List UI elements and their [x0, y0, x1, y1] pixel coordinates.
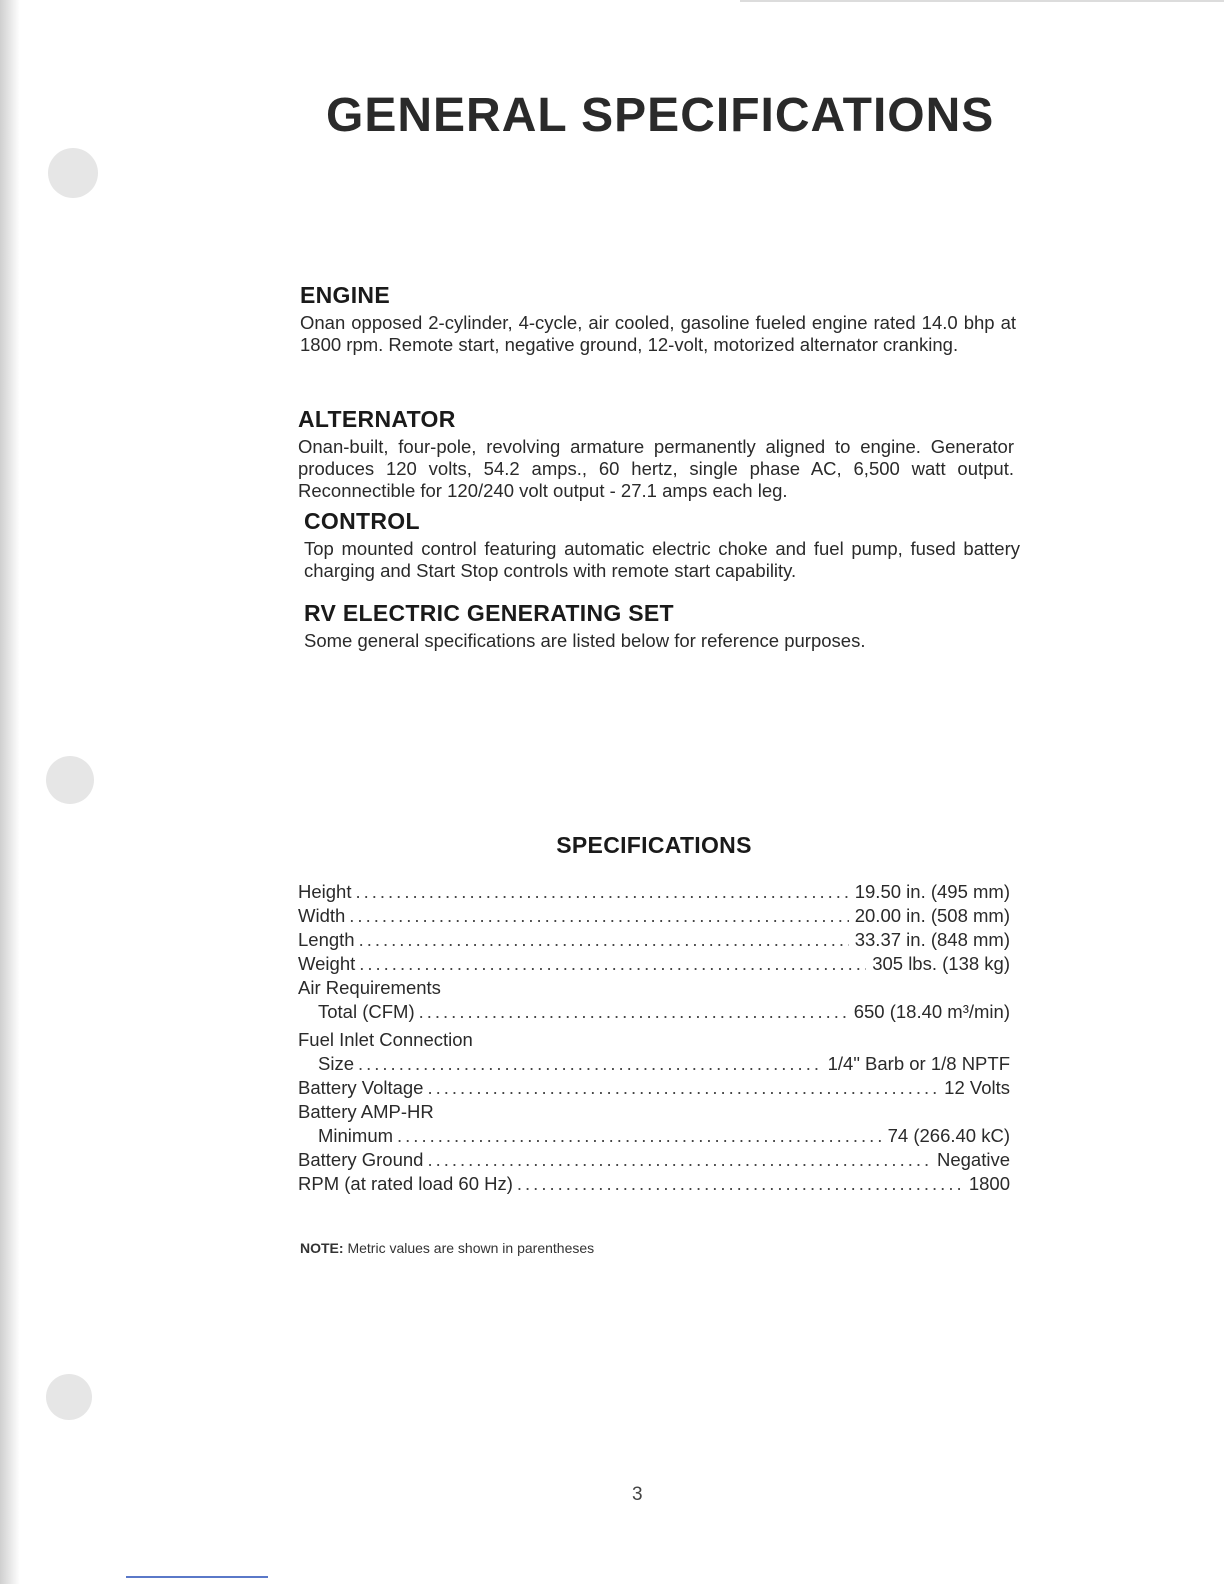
leader-dots [349, 904, 848, 928]
spec-value: 12 Volts [944, 1077, 1010, 1098]
specifications-list [298, 880, 1010, 1196]
spec-value: 33.37 in. (848 mm) [854, 929, 1010, 950]
leader-dots [419, 1000, 848, 1024]
leader-dots [355, 880, 848, 904]
spec-label: Size [318, 1053, 354, 1074]
leader-dots [359, 928, 849, 952]
leader-dots [358, 1052, 822, 1076]
spec-row-length [298, 928, 1010, 952]
spec-label: Battery Ground [298, 1149, 424, 1170]
spec-value: 305 lbs. (138 kg) [872, 953, 1010, 974]
spec-row-battery-voltage [298, 1076, 1010, 1100]
spec-row-air-total [298, 1000, 1010, 1024]
binder-edge [0, 0, 20, 1584]
engine-body: Onan opposed 2-cylinder, 4-cycle, air cooled, gasoline fueled engine rated 14.0 bhp at 1800 rpm. Remote start, negative ground, 12-volt, motorized alternator cranking. [300, 312, 1016, 355]
rv-body: Some general specifications are listed below for reference purposes. [304, 630, 866, 651]
spec-value: 650 (18.40 m³/min) [853, 1001, 1010, 1022]
spec-row-battery-ground [298, 1148, 1010, 1172]
spec-value: 74 (266.40 kC) [887, 1125, 1010, 1146]
spec-label: Minimum [318, 1125, 394, 1146]
punch-hole-top [48, 148, 98, 198]
spec-label: Width [298, 905, 346, 926]
leader-dots [397, 1124, 882, 1148]
spec-value: 1/4" Barb or 1/8 NPTF [827, 1053, 1010, 1074]
alternator-heading: ALTERNATOR [298, 406, 456, 432]
note-label: NOTE: [300, 1240, 344, 1256]
alternator-body: Onan-built, four-pole, revolving armature permanently aligned to engine. Generator produces 120 volts, 54.2 amps., 60 hertz, single phase AC, 6,500 watt output. Reconnectible for 120/240 volt output - 27.1 amps each leg. [298, 436, 1014, 501]
leader-dots [427, 1076, 938, 1100]
alternator-section [298, 406, 1014, 502]
bottom-edge-line [126, 1576, 268, 1578]
control-body: Top mounted control featuring automatic electric choke and fuel pump, fused battery charging and Start Stop controls with remote start capability. [304, 538, 1020, 581]
specifications-heading: SPECIFICATIONS [556, 832, 752, 858]
spec-value: 19.50 in. (495 mm) [854, 881, 1010, 902]
rv-section [304, 600, 1020, 652]
spec-row-battery-minimum [298, 1124, 1010, 1148]
spec-row-fuel-size [298, 1052, 1010, 1076]
spec-value: Negative [936, 1149, 1010, 1170]
spec-label: RPM (at rated load 60 Hz) [298, 1173, 513, 1194]
spec-value: 1800 [968, 1173, 1010, 1194]
spec-label: Weight [298, 953, 356, 974]
control-section [304, 508, 1020, 582]
note-text: Metric values are shown in parentheses [347, 1240, 595, 1256]
rv-heading: RV ELECTRIC GENERATING SET [304, 600, 674, 626]
punch-hole-middle [46, 756, 94, 804]
engine-heading: ENGINE [300, 282, 390, 308]
leader-dots [359, 952, 866, 976]
spec-group-fuel: Fuel Inlet Connection [298, 1029, 473, 1050]
punch-hole-bottom [46, 1374, 92, 1420]
page-title: GENERAL SPECIFICATIONS [326, 89, 995, 142]
control-heading: CONTROL [304, 508, 420, 534]
page-number: 3 [632, 1484, 643, 1505]
spec-row-weight [298, 952, 1010, 976]
spec-row-rpm [298, 1172, 1010, 1196]
spec-label: Battery Voltage [298, 1077, 424, 1098]
spec-row-height [298, 880, 1010, 904]
spec-value: 20.00 in. (508 mm) [854, 905, 1010, 926]
spec-group-battery-amp: Battery AMP-HR [298, 1101, 434, 1122]
spec-row-width [298, 904, 1010, 928]
spec-group-air: Air Requirements [298, 977, 441, 998]
leader-dots [517, 1172, 963, 1196]
spec-label: Total (CFM) [318, 1001, 415, 1022]
leader-dots [427, 1148, 931, 1172]
metric-note [300, 1240, 594, 1256]
engine-section [300, 282, 1016, 356]
spec-label: Height [298, 881, 352, 902]
top-edge-line [740, 0, 1224, 2]
spec-label: Length [298, 929, 355, 950]
